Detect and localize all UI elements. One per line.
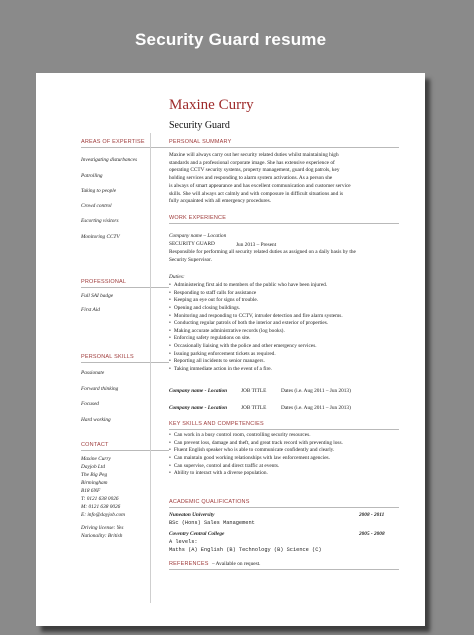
skills-list xyxy=(169,432,343,478)
contact-mobile: M: 0121 638 0026 xyxy=(81,504,121,510)
contact-section xyxy=(81,442,169,451)
personal-skills-section xyxy=(81,354,169,363)
edu2-line: Maths (A) English (B) Technology (B) Science (C) xyxy=(169,547,322,553)
contact-phone: T: 0121 638 0026 xyxy=(81,496,119,502)
contact-line: B18 6NF xyxy=(81,488,101,494)
job3-dates: Dates (i.e. Aug 2011 – Jun 2013) xyxy=(281,405,351,411)
skill-item: • Can prevent loss, damage and theft, and great track record with preventing loss. xyxy=(169,440,343,448)
skill-item: • Can work in a busy control room, controlling security resources. xyxy=(169,432,343,440)
summary-line: standards and a professional corporate image. She has extensive experience of xyxy=(169,159,335,166)
contact-line: Birmingham xyxy=(81,480,108,486)
skill-item: • Can supervise, control and direct traffic at events. xyxy=(169,463,343,471)
skill-item: • Ability to interact with a diverse population. xyxy=(169,470,343,478)
education-heading: ACADEMIC QUALIFICATIONS xyxy=(169,499,250,505)
divider xyxy=(169,147,399,148)
duty-item: • Administering first aid to members of the public who have been injured. xyxy=(169,282,343,290)
divider xyxy=(81,147,169,148)
job2-title: JOB TITLE xyxy=(241,388,267,394)
professional-section xyxy=(81,279,169,288)
summary-line: holding services and responding to alarm system activations. As a person she xyxy=(169,175,333,182)
personal-skills-heading: PERSONAL SKILLS xyxy=(81,354,134,360)
resume-page xyxy=(36,73,425,626)
divider xyxy=(81,450,169,451)
skill-item: • Fluent English speaker who is able to communicate confidently and clearly. xyxy=(169,447,343,455)
expertise-item: Taking to people xyxy=(81,188,117,194)
duty-item: • Responding to staff calls for assistance xyxy=(169,290,343,298)
contact-line: Maxine Curry xyxy=(81,456,111,462)
summary-line: fully acquainted with all emergency procedures. xyxy=(169,198,271,205)
edu1-detail: BSc (Hons) Sales Management xyxy=(169,520,255,526)
candidate-job-title: Security Guard xyxy=(169,120,230,131)
duties-label: Duties: xyxy=(169,274,185,280)
contact-line: Dayjob Ltd xyxy=(81,464,105,470)
duty-item: • Occasionally liaising with the police and other emergency services. xyxy=(169,343,343,351)
personal-skill-item: Focused xyxy=(81,401,99,407)
contact-heading: CONTACT xyxy=(81,442,109,448)
expertise-item: Patrolling xyxy=(81,173,103,179)
duty-item: • Issuing parking enforcement tickets as required. xyxy=(169,351,343,359)
summary-line: skills. She will always act calmly and with composure in difficult situations and is xyxy=(169,190,344,197)
job2-dates: Dates (i.e. Aug 2011 – Jun 2013) xyxy=(281,388,351,394)
candidate-name: Maxine Curry xyxy=(169,97,254,113)
personal-skill-item: Passionate xyxy=(81,370,105,376)
expertise-section xyxy=(81,139,169,148)
divider xyxy=(81,287,169,288)
references-heading: REFERENCES xyxy=(169,561,209,567)
divider xyxy=(169,507,399,508)
work-heading: WORK EXPERIENCE xyxy=(169,215,227,221)
references-text: – Available on request. xyxy=(212,561,261,567)
duty-item: • Reporting all incidents to senior managers. xyxy=(169,358,343,366)
divider xyxy=(169,429,399,430)
divider xyxy=(169,569,399,570)
edu1-school: Nuneaton University xyxy=(169,512,215,518)
duty-item: • Monitoring and responding to CCTV, intruder detection and fire alarm systems. xyxy=(169,313,343,321)
professional-item: First Aid xyxy=(81,307,100,313)
professional-item: Full SAI badge xyxy=(81,293,114,299)
edu2-school: Coventry Central College xyxy=(169,531,225,537)
summary-heading: PERSONAL SUMMARY xyxy=(169,139,232,145)
job1-dates: Jun 2013 – Present xyxy=(236,242,277,248)
job1-company: Company name – Location xyxy=(169,233,227,239)
summary-line: is always of smart appearance and has excellent communication and customer service xyxy=(169,182,351,189)
duty-item: • Taking immediate action in the event of a fire. xyxy=(169,366,343,374)
summary-line: Maxine will always carry out her security related duties whilst maintaining high xyxy=(169,152,339,158)
duty-item: • Enforcing safety regulations on site. xyxy=(169,335,343,343)
job1-description: Security Supervisor. xyxy=(169,257,212,263)
duty-item: • Conducting regular patrols of both the interior and exterior of properties. xyxy=(169,320,343,328)
duty-item: • Making accurate administrative records (log books). xyxy=(169,328,343,336)
divider xyxy=(81,362,169,363)
driving-license: Driving license: Yes xyxy=(81,525,124,531)
job3-company: Company name - Location xyxy=(169,405,228,411)
banner-title: Security Guard resume xyxy=(135,30,327,49)
professional-heading: PROFESSIONAL xyxy=(81,279,127,285)
expertise-item: Escorting visitors xyxy=(81,218,119,224)
expertise-heading: AREAS OF EXPERTISE xyxy=(81,139,145,145)
personal-skill-item: Forward thinking xyxy=(81,386,119,392)
summary-line: operating CCTV security systems, property management, guard dog patrols, key xyxy=(169,167,340,174)
column-divider xyxy=(150,133,151,603)
edu2-line: A levels: xyxy=(169,539,198,545)
duty-item: • Keeping an eye out for signs of trouble. xyxy=(169,297,343,305)
duties-list xyxy=(169,282,343,374)
skills-heading: KEY SKILLS AND COMPETENCIES xyxy=(169,421,264,427)
skill-item: • Can maintain good working relationships with law enforcement agencies. xyxy=(169,455,343,463)
job1-description: Responsible for performing all security related duties as assigned on a daily basis by the xyxy=(169,249,356,255)
expertise-item: Crowd control xyxy=(81,203,112,209)
expertise-item: Monitoring CCTV xyxy=(81,234,120,240)
job3-title: JOB TITLE xyxy=(241,405,267,411)
edu2-dates: 2005 - 2008 xyxy=(359,531,385,537)
contact-email[interactable]: E: info@dayjob.com xyxy=(81,512,126,518)
nationality: Nationality: British xyxy=(81,533,123,539)
job2-company: Company name - Location xyxy=(169,388,228,394)
duty-item: • Opening and closing buildings. xyxy=(169,305,343,313)
personal-skill-item: Hard working xyxy=(81,417,111,423)
expertise-item: Investigating disturbances xyxy=(81,157,138,163)
edu1-dates: 2008 - 2011 xyxy=(359,512,385,518)
job1-title: SECURITY GUARD xyxy=(169,241,215,247)
divider xyxy=(169,223,399,224)
contact-line: The Big Peg xyxy=(81,472,108,478)
